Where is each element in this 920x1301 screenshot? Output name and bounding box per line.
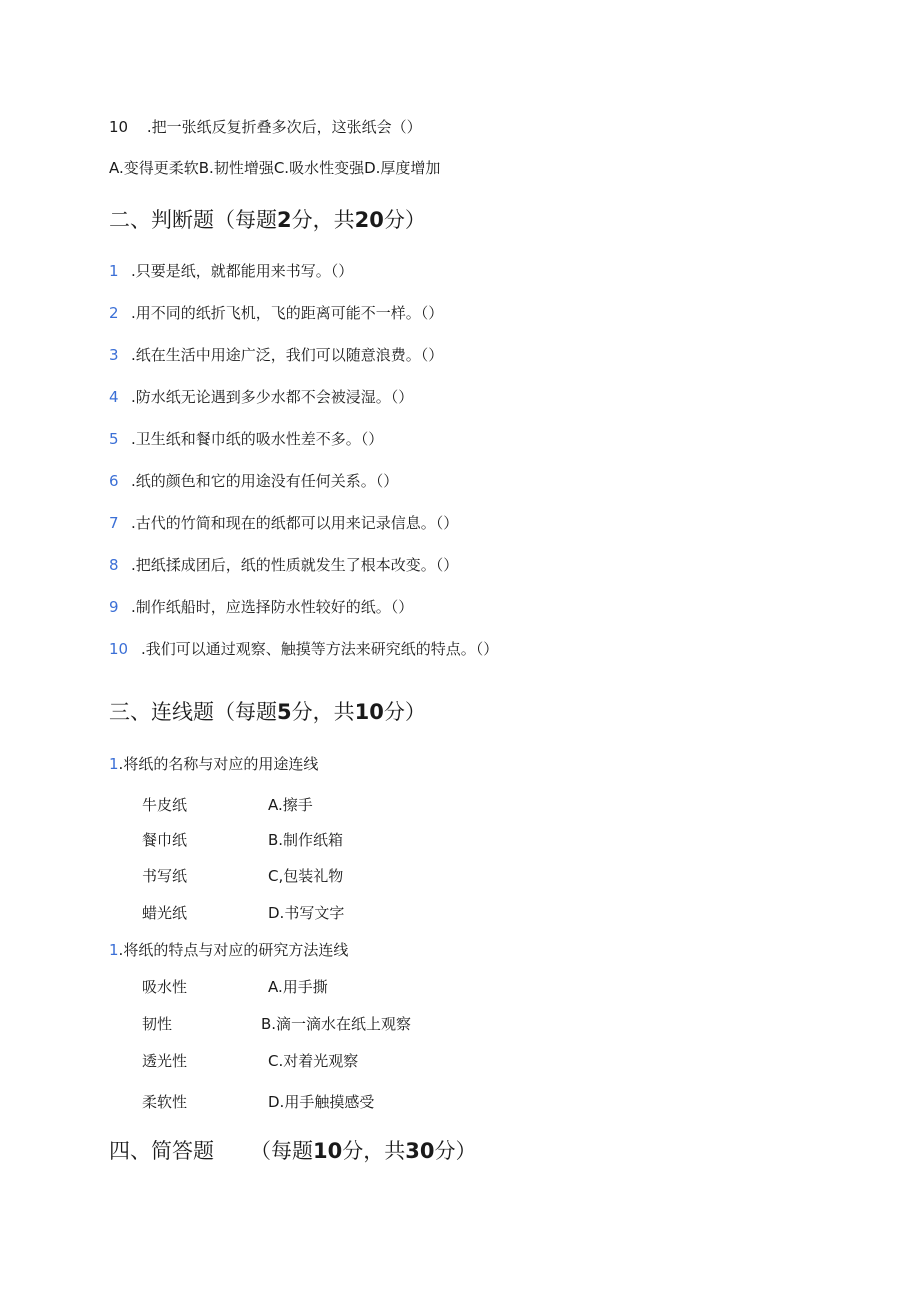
heading-part: 分，共 bbox=[291, 700, 355, 724]
question-10-choice bbox=[109, 117, 422, 137]
question-text: .将纸的特点与对应的研究方法连线 bbox=[118, 941, 349, 959]
matching-left-item: 柔软性 bbox=[142, 1093, 188, 1111]
heading-part: 分） bbox=[383, 700, 426, 724]
heading-number: 5 bbox=[277, 700, 292, 724]
question-number: 1 bbox=[109, 262, 119, 280]
judgement-item bbox=[109, 261, 353, 281]
question-text: .用不同的纸折飞机，飞的距离可能不一样。（） bbox=[131, 304, 444, 322]
matching-left-item: 透光性 bbox=[142, 1052, 188, 1070]
question-10-options: A.变得更柔软B.韧性增强C.吸水性变强D.厚度增加 bbox=[109, 159, 441, 177]
question-text: .纸的颜色和它的用途没有任何关系。（） bbox=[131, 472, 399, 490]
heading-number: 20 bbox=[354, 208, 384, 232]
question-number: 3 bbox=[109, 346, 119, 364]
matching-left-item: 餐巾纸 bbox=[142, 831, 188, 849]
judgement-item bbox=[109, 639, 498, 659]
question-text: .卫生纸和餐巾纸的吸水性差不多。（） bbox=[131, 430, 384, 448]
heading-number: 10 bbox=[313, 1139, 343, 1163]
question-number: 10 bbox=[109, 640, 129, 658]
judgement-item bbox=[109, 597, 413, 617]
matching-right-item: A.擦手 bbox=[268, 796, 313, 814]
question-text: .把纸揉成团后，纸的性质就发生了根本改变。（） bbox=[131, 556, 459, 574]
matching-right-item: D.书写文字 bbox=[268, 904, 345, 922]
heading-part: 分，共 bbox=[291, 208, 355, 232]
judgement-item bbox=[109, 303, 443, 323]
matching-left-item: 韧性 bbox=[142, 1015, 173, 1033]
question-number: 5 bbox=[109, 430, 119, 448]
heading-part: 二、判断题（每题 bbox=[109, 208, 277, 232]
matching-left-item: 书写纸 bbox=[142, 867, 188, 885]
matching-left-item: 蜡光纸 bbox=[142, 904, 188, 922]
judgement-item bbox=[109, 513, 458, 533]
question-number: 4 bbox=[109, 388, 119, 406]
judgement-item bbox=[109, 387, 413, 407]
question-number: 7 bbox=[109, 514, 119, 532]
heading-number: 2 bbox=[277, 208, 292, 232]
heading-part: 分） bbox=[383, 208, 426, 232]
heading-part: 三、连线题（每题 bbox=[109, 700, 277, 724]
judgement-item bbox=[109, 555, 458, 575]
matching-left-item: 吸水性 bbox=[142, 978, 188, 996]
matching-right-item: B.滴一滴水在纸上观察 bbox=[261, 1015, 412, 1033]
heading-part: （每题 bbox=[250, 1139, 313, 1163]
question-text: .防水纸无论遇到多少水都不会被浸湿。（） bbox=[131, 388, 414, 406]
section-heading-matching bbox=[109, 698, 426, 726]
matching-right-item: D.用手触摸感受 bbox=[268, 1093, 375, 1111]
heading-part: 分） bbox=[434, 1139, 477, 1163]
question-text: .将纸的名称与对应的用途连线 bbox=[118, 755, 319, 773]
question-number: 1 bbox=[109, 755, 119, 773]
question-text: .古代的竹简和现在的纸都可以用来记录信息。（） bbox=[131, 514, 459, 532]
matching-right-item: C,包装礼物 bbox=[268, 867, 344, 885]
question-number: 10 bbox=[109, 118, 129, 136]
question-text: .纸在生活中用途广泛，我们可以随意浪费。（） bbox=[131, 346, 444, 364]
section-heading-judgement bbox=[109, 206, 426, 234]
question-number: 6 bbox=[109, 472, 119, 490]
question-text: .只要是纸，就都能用来书写。（） bbox=[131, 262, 354, 280]
judgement-item bbox=[109, 429, 383, 449]
heading-number: 30 bbox=[405, 1139, 435, 1163]
question-text: .制作纸船时，应选择防水性较好的纸。（） bbox=[131, 598, 414, 616]
heading-part: 四、简答题 bbox=[109, 1139, 214, 1163]
question-number: 1 bbox=[109, 941, 119, 959]
matching-right-item: A.用手撕 bbox=[268, 978, 328, 996]
judgement-item bbox=[109, 345, 443, 365]
question-text: .把一张纸反复折叠多次后，这张纸会（） bbox=[146, 118, 422, 136]
matching-question-1 bbox=[109, 754, 318, 774]
question-text: .我们可以通过观察、触摸等方法来研究纸的特点。（） bbox=[141, 640, 499, 658]
question-number: 2 bbox=[109, 304, 119, 322]
matching-right-item: B.制作纸箱 bbox=[268, 831, 344, 849]
matching-question-2 bbox=[109, 940, 348, 960]
judgement-item bbox=[109, 471, 398, 491]
heading-number: 10 bbox=[354, 700, 384, 724]
section-heading-short-answer bbox=[109, 1137, 476, 1165]
heading-part: 分，共 bbox=[342, 1139, 406, 1163]
matching-left-item: 牛皮纸 bbox=[142, 796, 188, 814]
matching-right-item: C.对着光观察 bbox=[268, 1052, 359, 1070]
question-number: 9 bbox=[109, 598, 119, 616]
question-number: 8 bbox=[109, 556, 119, 574]
